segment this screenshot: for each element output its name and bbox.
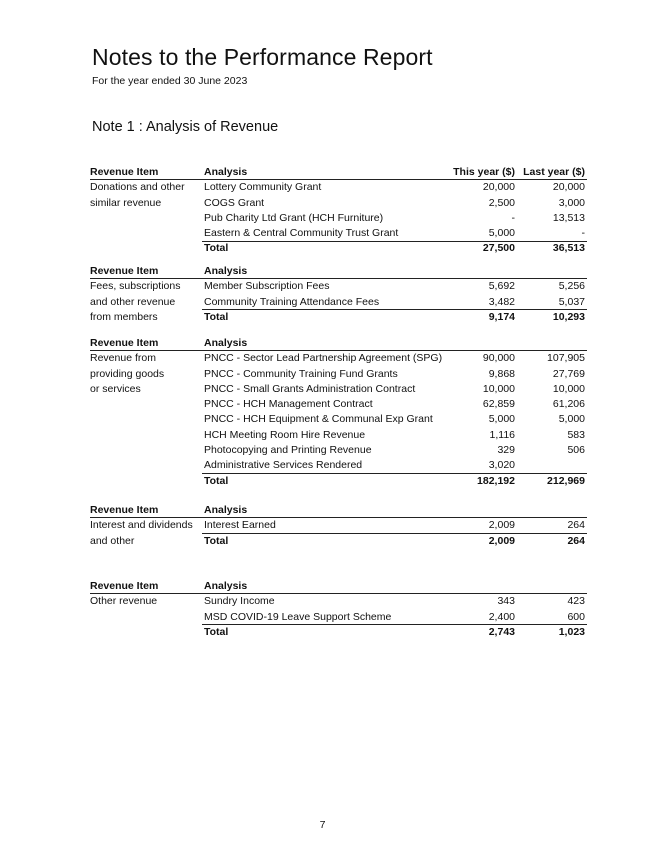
total-last-year: 1,023: [558, 625, 585, 638]
table-row: [90, 367, 587, 382]
this-year-cell: 62,859: [482, 398, 515, 411]
total-this-year: 9,174: [488, 310, 515, 323]
last-year-cell: 5,037: [558, 295, 585, 308]
revenue-item-label: Donations and other: [90, 181, 185, 194]
table-row: [90, 412, 587, 427]
header-revenue-item: Revenue Item: [90, 265, 159, 277]
table-row: [90, 279, 587, 294]
last-year-cell: 13,513: [552, 211, 585, 224]
total-row: [90, 534, 587, 549]
table-row: [90, 382, 587, 397]
this-year-cell: 329: [497, 444, 515, 457]
analysis-cell: PNCC - Sector Lead Partnership Agreement (SPG): [204, 352, 443, 365]
total-this-year: 182,192: [477, 474, 515, 487]
this-year-cell: 343: [497, 595, 515, 608]
last-year-cell: 5,256: [558, 280, 585, 293]
last-year-cell: 506: [567, 444, 585, 457]
report-title: Notes to the Performance Report: [92, 44, 433, 70]
analysis-cell: MSD COVID-19 Leave Support Scheme: [204, 610, 392, 623]
this-year-cell: 10,000: [482, 382, 515, 395]
revenue-section: [90, 503, 587, 549]
analysis-cell: COGS Grant: [204, 196, 265, 209]
header-analysis: Analysis: [204, 166, 248, 178]
analysis-cell: Member Subscription Fees: [204, 280, 330, 293]
header-this-year: This year ($): [453, 166, 515, 178]
total-label: Total: [204, 534, 229, 547]
total-last-year: 36,513: [552, 242, 585, 255]
analysis-cell: Community Training Attendance Fees: [204, 295, 380, 308]
table-header-row: [90, 264, 587, 279]
this-year-cell: 5,000: [488, 227, 515, 240]
header-analysis: Analysis: [204, 580, 248, 592]
revenue-item-label: Fees, subscriptions: [90, 280, 181, 293]
this-year-cell: 2,009: [488, 519, 515, 532]
header-revenue-item: Revenue Item: [90, 504, 159, 516]
note-heading: Note 1 : Analysis of Revenue: [92, 119, 279, 135]
table-header-row: [90, 165, 587, 180]
this-year-cell: 1,116: [489, 428, 515, 441]
analysis-cell: Administrative Services Rendered: [204, 459, 363, 472]
total-label: Total: [204, 310, 229, 323]
analysis-cell: Photocopying and Printing Revenue: [204, 444, 372, 457]
analysis-cell: Pub Charity Ltd Grant (HCH Furniture): [204, 211, 384, 224]
total-this-year: 27,500: [482, 242, 515, 255]
revenue-item-label: Interest and dividends: [90, 519, 193, 532]
analysis-cell: PNCC - Community Training Fund Grants: [204, 367, 398, 380]
this-year-cell: 90,000: [482, 352, 515, 365]
total-last-year: 212,969: [547, 474, 585, 487]
last-year-cell: 27,769: [552, 367, 585, 380]
table-row: [90, 443, 587, 458]
last-year-cell: 600: [567, 610, 585, 623]
revenue-section: [90, 264, 587, 325]
table-row: [90, 180, 587, 195]
last-year-cell: 20,000: [552, 181, 585, 194]
table-row: [90, 226, 587, 241]
report-subtitle: For the year ended 30 June 2023: [92, 75, 248, 87]
revenue-item-label: or services: [90, 382, 141, 395]
this-year-cell: 3,020: [488, 459, 515, 472]
revenue-item-label: similar revenue: [90, 196, 162, 209]
revenue-item-label: and other revenue: [90, 295, 176, 308]
table-header-row: [90, 579, 587, 594]
last-year-cell: -: [581, 227, 585, 240]
this-year-cell: 2,400: [488, 610, 515, 623]
this-year-cell: -: [511, 211, 515, 224]
this-year-cell: 9,868: [488, 367, 515, 380]
header-analysis: Analysis: [204, 265, 248, 277]
total-this-year: 2,009: [488, 534, 515, 547]
total-row: [90, 241, 587, 256]
table-row: [90, 211, 587, 226]
analysis-cell: PNCC - HCH Equipment & Communal Exp Grant: [204, 413, 433, 426]
header-revenue-item: Revenue Item: [90, 166, 159, 178]
total-row: [90, 474, 587, 489]
total-this-year: 2,743: [488, 625, 515, 638]
total-label: Total: [204, 474, 229, 487]
this-year-cell: 5,692: [488, 280, 515, 293]
analysis-cell: Eastern & Central Community Trust Grant: [204, 227, 399, 240]
header-revenue-item: Revenue Item: [90, 337, 159, 349]
table-row: [90, 594, 587, 609]
header-last-year: Last year ($): [523, 166, 585, 178]
table-row: [90, 518, 587, 533]
revenue-section: [90, 579, 587, 640]
last-year-cell: 423: [567, 595, 585, 608]
last-year-cell: 3,000: [558, 196, 585, 209]
this-year-cell: 20,000: [482, 181, 515, 194]
total-last-year: 10,293: [552, 310, 585, 323]
table-row: [90, 351, 587, 366]
revenue-section: [90, 336, 587, 489]
this-year-cell: 5,000: [488, 413, 515, 426]
last-year-cell: 61,206: [552, 398, 585, 411]
analysis-cell: PNCC - HCH Management Contract: [204, 398, 373, 411]
last-year-cell: 107,905: [547, 352, 585, 365]
last-year-cell: 5,000: [558, 413, 585, 426]
total-label: Total: [204, 625, 229, 638]
page-number: 7: [319, 819, 326, 831]
table-row: [90, 397, 587, 412]
total-row: [90, 310, 587, 325]
this-year-cell: 3,482: [488, 295, 515, 308]
table-header-row: [90, 336, 587, 351]
revenue-section: [90, 165, 587, 257]
table-row: [90, 295, 587, 310]
last-year-cell: 264: [567, 519, 585, 532]
analysis-cell: Sundry Income: [204, 595, 275, 608]
revenue-item-label: from members: [90, 310, 158, 323]
table-row: [90, 458, 587, 473]
table-row: [90, 196, 587, 211]
analysis-cell: PNCC - Small Grants Administration Contract: [204, 382, 416, 395]
last-year-cell: 583: [567, 428, 585, 441]
total-row: [90, 625, 587, 640]
analysis-cell: HCH Meeting Room Hire Revenue: [204, 428, 366, 441]
revenue-item-label: Other revenue: [90, 595, 158, 608]
table-row: [90, 428, 587, 443]
table-row: [90, 610, 587, 625]
header-analysis: Analysis: [204, 504, 248, 516]
total-last-year: 264: [567, 534, 585, 547]
revenue-item-label: providing goods: [90, 367, 165, 380]
revenue-item-label: Revenue from: [90, 352, 156, 365]
total-label: Total: [204, 242, 229, 255]
header-revenue-item: Revenue Item: [90, 580, 159, 592]
revenue-item-label: and other: [90, 534, 135, 547]
table-header-row: [90, 503, 587, 518]
analysis-cell: Interest Earned: [204, 519, 276, 532]
last-year-cell: 10,000: [552, 382, 585, 395]
this-year-cell: 2,500: [488, 196, 515, 209]
header-analysis: Analysis: [204, 337, 248, 349]
analysis-cell: Lottery Community Grant: [204, 181, 322, 194]
